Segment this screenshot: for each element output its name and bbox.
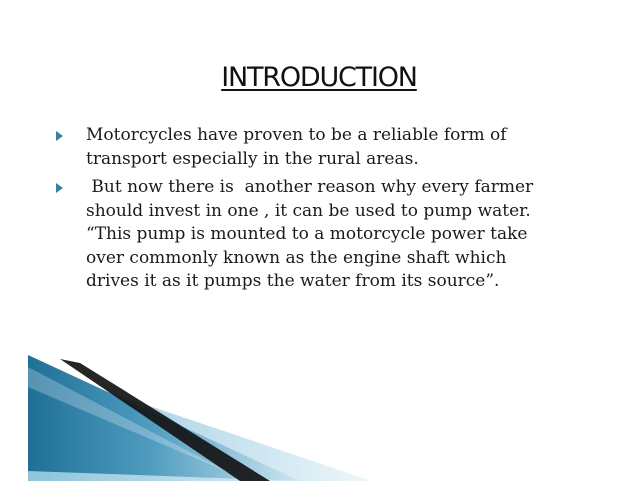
bullet-arrow-icon bbox=[56, 131, 63, 141]
bullet-item-1 bbox=[56, 124, 556, 171]
bullet-text-1: Motorcycles have proven to be a reliable form of transport especially in the rural areas. bbox=[86, 125, 507, 169]
bullet-text-2: But now there is another reason why every farmer should invest in one , it can be used to pump water. “This pump is mounted to a motorcycle power take over commonly known as the engine shaft which drives it as it pumps the water from its source”. bbox=[86, 177, 539, 291]
bullet-item-2 bbox=[56, 176, 556, 294]
bullet-arrow-icon bbox=[56, 183, 63, 193]
slide-title-text: INTRODUCTION bbox=[221, 62, 417, 93]
slide-title bbox=[0, 62, 638, 93]
bullet-list bbox=[56, 124, 556, 299]
corner-swoosh-decoration bbox=[0, 353, 638, 493]
